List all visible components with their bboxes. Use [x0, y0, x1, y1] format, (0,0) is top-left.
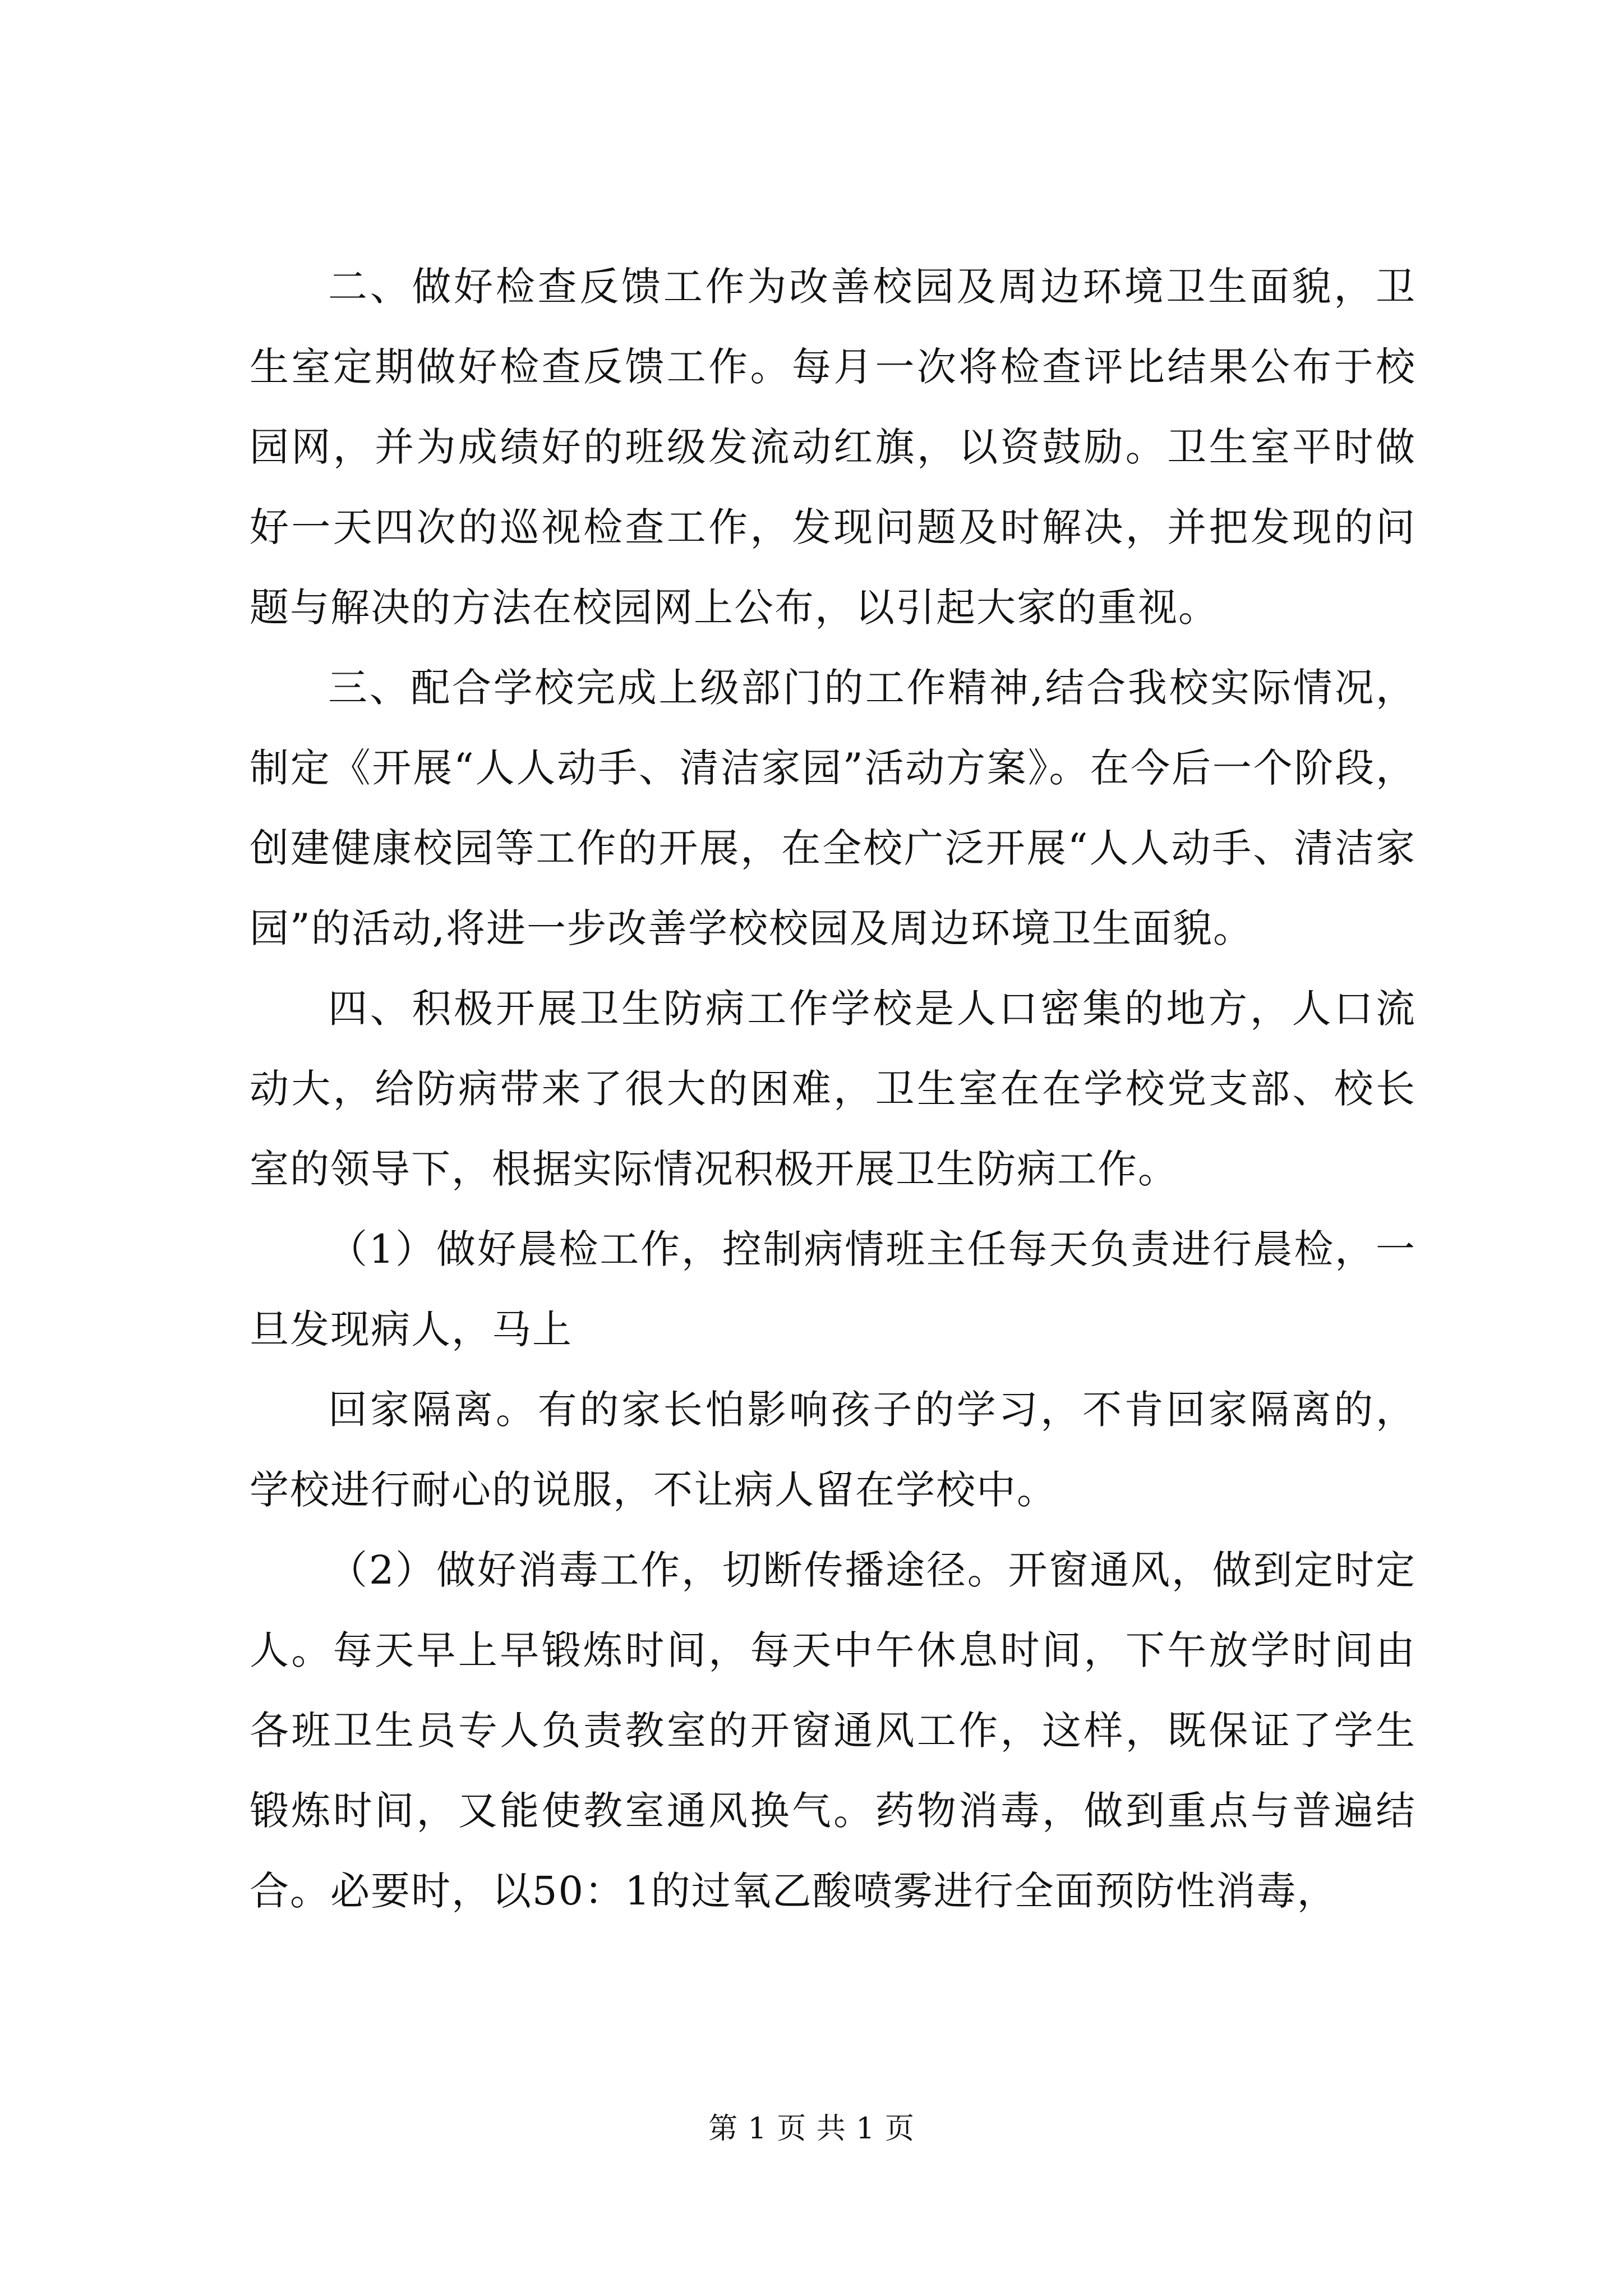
paragraph-morning-check: （1）做好晨检工作，控制病情班主任每天负责进行晨检，一旦发现病人，马上 — [250, 1226, 1416, 1352]
paragraph-disease-prevention: 四、积极开展卫生防病工作学校是人口密集的地方，人口流动大，给防病带来了很大的困难，卫生室在在学校党支部、校长室的领导下，根据实际情况积极开展卫生防病工作。 — [250, 986, 1416, 1192]
paragraph-inspection-feedback: 二、做好检查反馈工作为改善校园及周边环境卫生面貌，卫生室定期做好检查反馈工作。每月一次将检查评比结果公布于校园网，并为成绩好的班级发流动红旗，以资鼓励。卫生室平时做好一天四次的巡视检查工作，发现问题及时解决，并把发现的问题与解决的方法在校园网上公布，以引起大家的重视。 — [250, 264, 1416, 631]
document-body — [250, 247, 1416, 1931]
paragraph-cooperate-school: 三、配合学校完成上级部门的工作精神,结合我校实际情况，制定《开展“人人动手、清洁家园”活动方案》。在今后一个阶段，创建健康校园等工作的开展，在全校广泛开展“人人动手、清洁家园”的活动,将进一步改善学校校园及周边环境卫生面貌。 — [250, 665, 1416, 951]
page-footer: 第 1 页 共 1 页 — [708, 2112, 915, 2146]
paragraph-disinfection: （2）做好消毒工作，切断传播途径。开窗通风，做到定时定人。每天早上早锻炼时间，每天中午休息时间，下午放学时间由各班卫生员专人负责教室的开窗通风工作，这样，既保证了学生锻炼时间，又能使教室通风换气。药物消毒，做到重点与普遍结合。必要时，以50：1的过氧乙酸喷雾进行全面预防性消毒， — [250, 1547, 1416, 1914]
paragraph-home-isolation: 回家隔离。有的家长怕影响孩子的学习，不肯回家隔离的，学校进行耐心的说服，不让病人留在学校中。 — [250, 1387, 1416, 1513]
